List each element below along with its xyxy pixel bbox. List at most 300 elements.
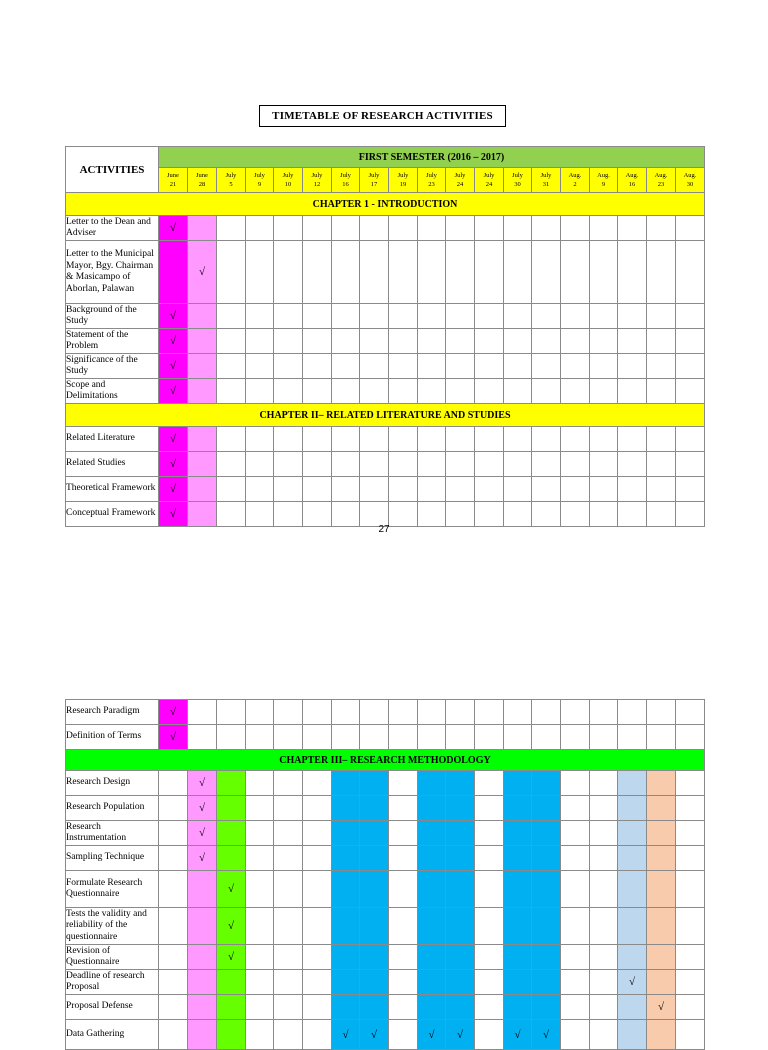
check-mark: √ xyxy=(227,920,235,932)
date-day: 23 xyxy=(657,181,665,188)
schedule-cell xyxy=(590,846,618,871)
schedule-cell xyxy=(332,700,360,725)
schedule-cell xyxy=(274,821,303,846)
schedule-cell xyxy=(676,304,705,329)
schedule-cell xyxy=(647,502,676,527)
date-header xyxy=(303,168,332,193)
schedule-cell xyxy=(590,241,618,304)
date-header xyxy=(561,168,590,193)
schedule-cell xyxy=(217,1020,246,1050)
schedule-cell xyxy=(561,452,590,477)
schedule-cell xyxy=(418,700,446,725)
date-header xyxy=(532,168,561,193)
chapter-2-continued-rows xyxy=(66,700,705,750)
schedule-cell xyxy=(676,427,705,452)
date-day: 9 xyxy=(601,181,606,188)
activity-label: Definition of Terms xyxy=(66,725,159,750)
schedule-cell xyxy=(647,477,676,502)
table-row xyxy=(66,771,705,796)
date-month: July xyxy=(540,172,552,179)
schedule-cell xyxy=(532,945,561,970)
schedule-cell xyxy=(676,908,705,945)
activity-label: Significance of the Study xyxy=(66,354,159,379)
date-month: July xyxy=(282,172,294,179)
activity-label: Proposal Defense xyxy=(66,995,159,1020)
schedule-cell xyxy=(274,970,303,995)
schedule-cell xyxy=(590,427,618,452)
schedule-cell xyxy=(217,871,246,908)
schedule-cell xyxy=(332,241,360,304)
schedule-cell xyxy=(188,216,217,241)
schedule-cell xyxy=(504,725,532,750)
schedule-cell xyxy=(561,821,590,846)
schedule-cell xyxy=(532,796,561,821)
schedule-cell xyxy=(647,771,676,796)
schedule-cell xyxy=(618,995,647,1020)
schedule-cell xyxy=(418,304,446,329)
activity-label: Letter to the Dean and Adviser xyxy=(66,216,159,241)
schedule-cell xyxy=(504,871,532,908)
schedule-cell xyxy=(332,796,360,821)
schedule-cell xyxy=(360,452,389,477)
activity-label: Research Instrumentation xyxy=(66,821,159,846)
schedule-cell xyxy=(446,354,475,379)
schedule-cell xyxy=(274,771,303,796)
schedule-cell xyxy=(475,945,504,970)
schedule-cell xyxy=(246,502,274,527)
schedule-cell xyxy=(475,970,504,995)
schedule-cell xyxy=(504,329,532,354)
schedule-cell xyxy=(360,908,389,945)
schedule-cell xyxy=(446,1020,475,1050)
schedule-cell xyxy=(561,871,590,908)
schedule-cell xyxy=(618,354,647,379)
table-row xyxy=(66,871,705,908)
date-day: 5 xyxy=(229,181,233,188)
schedule-cell xyxy=(504,502,532,527)
date-header xyxy=(246,168,274,193)
schedule-cell xyxy=(188,908,217,945)
check-mark: √ xyxy=(198,777,206,789)
check-mark: √ xyxy=(169,706,177,718)
schedule-cell xyxy=(389,908,418,945)
schedule-cell xyxy=(446,477,475,502)
schedule-cell xyxy=(246,354,274,379)
date-day: 21 xyxy=(169,181,177,188)
schedule-cell xyxy=(504,452,532,477)
check-mark: √ xyxy=(542,1028,550,1041)
schedule-cell xyxy=(475,908,504,945)
schedule-cell xyxy=(274,871,303,908)
check-mark: √ xyxy=(169,508,177,520)
schedule-cell xyxy=(188,241,217,304)
schedule-cell xyxy=(274,452,303,477)
schedule-cell xyxy=(504,771,532,796)
activity-label: Theoretical Framework xyxy=(66,477,159,502)
schedule-cell xyxy=(360,945,389,970)
schedule-cell xyxy=(389,945,418,970)
schedule-cell xyxy=(532,477,561,502)
schedule-cell xyxy=(389,452,418,477)
schedule-cell xyxy=(303,700,332,725)
date-header xyxy=(446,168,475,193)
schedule-cell xyxy=(332,846,360,871)
schedule-cell xyxy=(418,846,446,871)
date-header xyxy=(504,168,532,193)
schedule-cell xyxy=(360,427,389,452)
schedule-cell xyxy=(303,329,332,354)
date-header xyxy=(475,168,504,193)
schedule-cell xyxy=(418,216,446,241)
schedule-cell xyxy=(360,725,389,750)
schedule-cell xyxy=(217,216,246,241)
date-month: July xyxy=(397,172,409,179)
schedule-cell xyxy=(274,995,303,1020)
schedule-cell xyxy=(504,945,532,970)
schedule-cell xyxy=(303,821,332,846)
date-day: 17 xyxy=(370,181,378,188)
schedule-cell xyxy=(590,304,618,329)
schedule-cell xyxy=(561,995,590,1020)
table-row xyxy=(66,354,705,379)
schedule-cell xyxy=(418,995,446,1020)
schedule-cell xyxy=(418,725,446,750)
schedule-cell xyxy=(159,354,188,379)
activities-header: ACTIVITIES xyxy=(66,147,159,193)
schedule-cell xyxy=(446,945,475,970)
schedule-cell xyxy=(647,995,676,1020)
schedule-cell xyxy=(159,970,188,995)
schedule-cell xyxy=(246,908,274,945)
date-month: Aug. xyxy=(568,172,582,179)
schedule-cell xyxy=(561,970,590,995)
schedule-cell xyxy=(360,771,389,796)
schedule-cell xyxy=(389,427,418,452)
schedule-cell xyxy=(504,846,532,871)
schedule-cell xyxy=(303,771,332,796)
schedule-cell xyxy=(676,725,705,750)
schedule-cell xyxy=(303,216,332,241)
activity-label: Scope and Delimitations xyxy=(66,379,159,404)
schedule-cell xyxy=(217,477,246,502)
table-row xyxy=(66,241,705,304)
activity-label: Research Paradigm xyxy=(66,700,159,725)
schedule-cell xyxy=(418,502,446,527)
date-header xyxy=(647,168,676,193)
schedule-cell xyxy=(446,725,475,750)
schedule-cell xyxy=(217,700,246,725)
schedule-cell xyxy=(360,241,389,304)
schedule-cell xyxy=(504,970,532,995)
date-day: 19 xyxy=(399,181,407,188)
schedule-cell xyxy=(561,771,590,796)
schedule-cell xyxy=(676,329,705,354)
schedule-cell xyxy=(246,241,274,304)
check-mark: √ xyxy=(169,433,177,445)
schedule-cell xyxy=(618,304,647,329)
schedule-cell xyxy=(590,379,618,404)
schedule-cell xyxy=(446,995,475,1020)
schedule-cell xyxy=(274,846,303,871)
schedule-cell xyxy=(159,771,188,796)
schedule-cell xyxy=(446,821,475,846)
schedule-cell xyxy=(504,304,532,329)
date-day: 30 xyxy=(514,181,521,188)
schedule-cell xyxy=(188,995,217,1020)
schedule-cell xyxy=(475,452,504,477)
schedule-cell xyxy=(446,502,475,527)
schedule-cell xyxy=(532,846,561,871)
date-day: 9 xyxy=(257,181,262,188)
schedule-cell xyxy=(446,329,475,354)
schedule-cell xyxy=(389,216,418,241)
schedule-cell xyxy=(274,477,303,502)
schedule-cell xyxy=(590,908,618,945)
schedule-cell xyxy=(246,329,274,354)
schedule-cell xyxy=(590,216,618,241)
schedule-cell xyxy=(418,908,446,945)
schedule-cell xyxy=(217,995,246,1020)
schedule-cell xyxy=(303,1020,332,1050)
schedule-cell xyxy=(159,241,188,304)
schedule-cell xyxy=(676,1020,705,1050)
schedule-cell xyxy=(274,945,303,970)
schedule-cell xyxy=(532,771,561,796)
schedule-cell xyxy=(188,452,217,477)
schedule-cell xyxy=(360,995,389,1020)
schedule-cell xyxy=(188,477,217,502)
schedule-cell xyxy=(647,1020,676,1050)
schedule-cell xyxy=(446,970,475,995)
schedule-cell xyxy=(246,796,274,821)
schedule-cell xyxy=(217,908,246,945)
check-mark: √ xyxy=(628,976,636,988)
schedule-cell xyxy=(389,871,418,908)
schedule-cell xyxy=(590,945,618,970)
schedule-cell xyxy=(618,700,647,725)
schedule-cell xyxy=(246,700,274,725)
schedule-cell xyxy=(274,796,303,821)
schedule-cell xyxy=(504,477,532,502)
schedule-cell xyxy=(532,970,561,995)
date-month: July xyxy=(454,172,466,179)
schedule-cell xyxy=(532,354,561,379)
date-day: 24 xyxy=(456,181,464,188)
schedule-cell xyxy=(475,379,504,404)
schedule-cell xyxy=(676,970,705,995)
schedule-cell xyxy=(389,477,418,502)
schedule-cell xyxy=(618,871,647,908)
schedule-cell xyxy=(303,304,332,329)
activity-label: Research Population xyxy=(66,796,159,821)
date-day: 24 xyxy=(485,181,493,188)
schedule-cell xyxy=(561,945,590,970)
table-row xyxy=(66,502,705,527)
schedule-cell xyxy=(590,970,618,995)
schedule-cell xyxy=(561,700,590,725)
schedule-cell xyxy=(647,304,676,329)
schedule-cell xyxy=(647,945,676,970)
activity-label: Letter to the Municipal Mayor, Bgy. Chairman & Masicampo of Aborlan, Palawan xyxy=(66,241,159,304)
chapter-2-rows xyxy=(66,427,705,527)
date-month: June xyxy=(167,172,179,179)
schedule-cell xyxy=(360,821,389,846)
schedule-cell xyxy=(360,1020,389,1050)
table-row xyxy=(66,379,705,404)
schedule-cell xyxy=(159,871,188,908)
schedule-cell xyxy=(475,427,504,452)
schedule-cell xyxy=(618,846,647,871)
date-day: 10 xyxy=(284,181,292,188)
schedule-cell xyxy=(618,502,647,527)
schedule-cell xyxy=(389,796,418,821)
schedule-cell xyxy=(418,241,446,304)
schedule-cell xyxy=(532,427,561,452)
activity-label: Deadline of research Proposal xyxy=(66,970,159,995)
schedule-cell xyxy=(217,329,246,354)
schedule-cell xyxy=(561,304,590,329)
schedule-cell xyxy=(188,846,217,871)
check-mark: √ xyxy=(657,1001,665,1013)
schedule-cell xyxy=(332,452,360,477)
schedule-cell xyxy=(590,477,618,502)
schedule-cell xyxy=(676,216,705,241)
schedule-cell xyxy=(188,1020,217,1050)
schedule-cell xyxy=(332,502,360,527)
schedule-cell xyxy=(504,796,532,821)
timetable-title: TIMETABLE OF RESEARCH ACTIVITIES xyxy=(259,105,506,127)
schedule-cell xyxy=(561,1020,590,1050)
schedule-cell xyxy=(159,304,188,329)
schedule-cell xyxy=(332,771,360,796)
schedule-cell xyxy=(274,354,303,379)
check-mark: √ xyxy=(514,1028,521,1041)
schedule-cell xyxy=(475,241,504,304)
schedule-cell xyxy=(590,796,618,821)
table-row xyxy=(66,970,705,995)
schedule-cell xyxy=(159,821,188,846)
schedule-cell xyxy=(188,700,217,725)
schedule-cell xyxy=(217,821,246,846)
date-header xyxy=(360,168,389,193)
schedule-cell xyxy=(561,846,590,871)
check-mark: √ xyxy=(198,852,206,864)
schedule-cell xyxy=(274,216,303,241)
schedule-cell xyxy=(590,354,618,379)
schedule-cell xyxy=(647,908,676,945)
schedule-cell xyxy=(590,452,618,477)
schedule-cell xyxy=(561,796,590,821)
check-mark: √ xyxy=(198,827,206,839)
schedule-cell xyxy=(159,995,188,1020)
schedule-cell xyxy=(332,354,360,379)
table-row xyxy=(66,477,705,502)
schedule-cell xyxy=(590,502,618,527)
schedule-cell xyxy=(475,995,504,1020)
schedule-cell xyxy=(618,452,647,477)
schedule-cell xyxy=(618,908,647,945)
schedule-cell xyxy=(618,1020,647,1050)
schedule-cell xyxy=(246,871,274,908)
schedule-cell xyxy=(647,725,676,750)
schedule-cell xyxy=(246,379,274,404)
schedule-cell xyxy=(159,477,188,502)
schedule-cell xyxy=(475,329,504,354)
check-mark: √ xyxy=(227,951,235,963)
schedule-cell xyxy=(188,329,217,354)
schedule-cell xyxy=(647,427,676,452)
schedule-cell xyxy=(188,871,217,908)
schedule-cell xyxy=(676,871,705,908)
schedule-cell xyxy=(590,995,618,1020)
schedule-cell xyxy=(418,821,446,846)
schedule-cell xyxy=(618,821,647,846)
schedule-cell xyxy=(647,216,676,241)
schedule-cell xyxy=(418,427,446,452)
schedule-cell xyxy=(475,477,504,502)
schedule-cell xyxy=(676,700,705,725)
schedule-cell xyxy=(188,725,217,750)
schedule-cell xyxy=(590,821,618,846)
schedule-cell xyxy=(303,945,332,970)
schedule-cell xyxy=(475,846,504,871)
schedule-cell xyxy=(647,379,676,404)
schedule-cell xyxy=(246,216,274,241)
schedule-cell xyxy=(446,846,475,871)
schedule-cell xyxy=(246,1020,274,1050)
date-header xyxy=(676,168,705,193)
schedule-cell xyxy=(217,725,246,750)
schedule-cell xyxy=(418,477,446,502)
schedule-cell xyxy=(475,821,504,846)
schedule-cell xyxy=(561,502,590,527)
schedule-cell xyxy=(418,771,446,796)
schedule-cell xyxy=(274,379,303,404)
schedule-cell xyxy=(418,452,446,477)
schedule-cell xyxy=(475,796,504,821)
schedule-cell xyxy=(446,427,475,452)
schedule-cell xyxy=(188,379,217,404)
schedule-cell xyxy=(303,354,332,379)
schedule-cell xyxy=(332,477,360,502)
schedule-cell xyxy=(389,771,418,796)
schedule-cell xyxy=(360,796,389,821)
activity-label: Revision of Questionnaire xyxy=(66,945,159,970)
table-row xyxy=(66,427,705,452)
schedule-cell xyxy=(676,995,705,1020)
schedule-cell xyxy=(618,379,647,404)
schedule-cell xyxy=(188,771,217,796)
schedule-cell xyxy=(246,427,274,452)
schedule-cell xyxy=(217,771,246,796)
date-day: 16 xyxy=(342,181,349,188)
date-month: July xyxy=(426,172,437,179)
schedule-cell xyxy=(647,241,676,304)
schedule-cell xyxy=(647,846,676,871)
schedule-cell xyxy=(246,304,274,329)
schedule-cell xyxy=(303,502,332,527)
schedule-cell xyxy=(303,427,332,452)
date-day: 30 xyxy=(686,181,694,188)
page-number: 27 xyxy=(378,524,390,535)
schedule-cell xyxy=(217,354,246,379)
schedule-cell xyxy=(561,477,590,502)
schedule-cell xyxy=(676,796,705,821)
date-day: 28 xyxy=(198,181,206,188)
schedule-cell xyxy=(418,945,446,970)
schedule-cell xyxy=(246,945,274,970)
date-month: July xyxy=(340,172,351,179)
